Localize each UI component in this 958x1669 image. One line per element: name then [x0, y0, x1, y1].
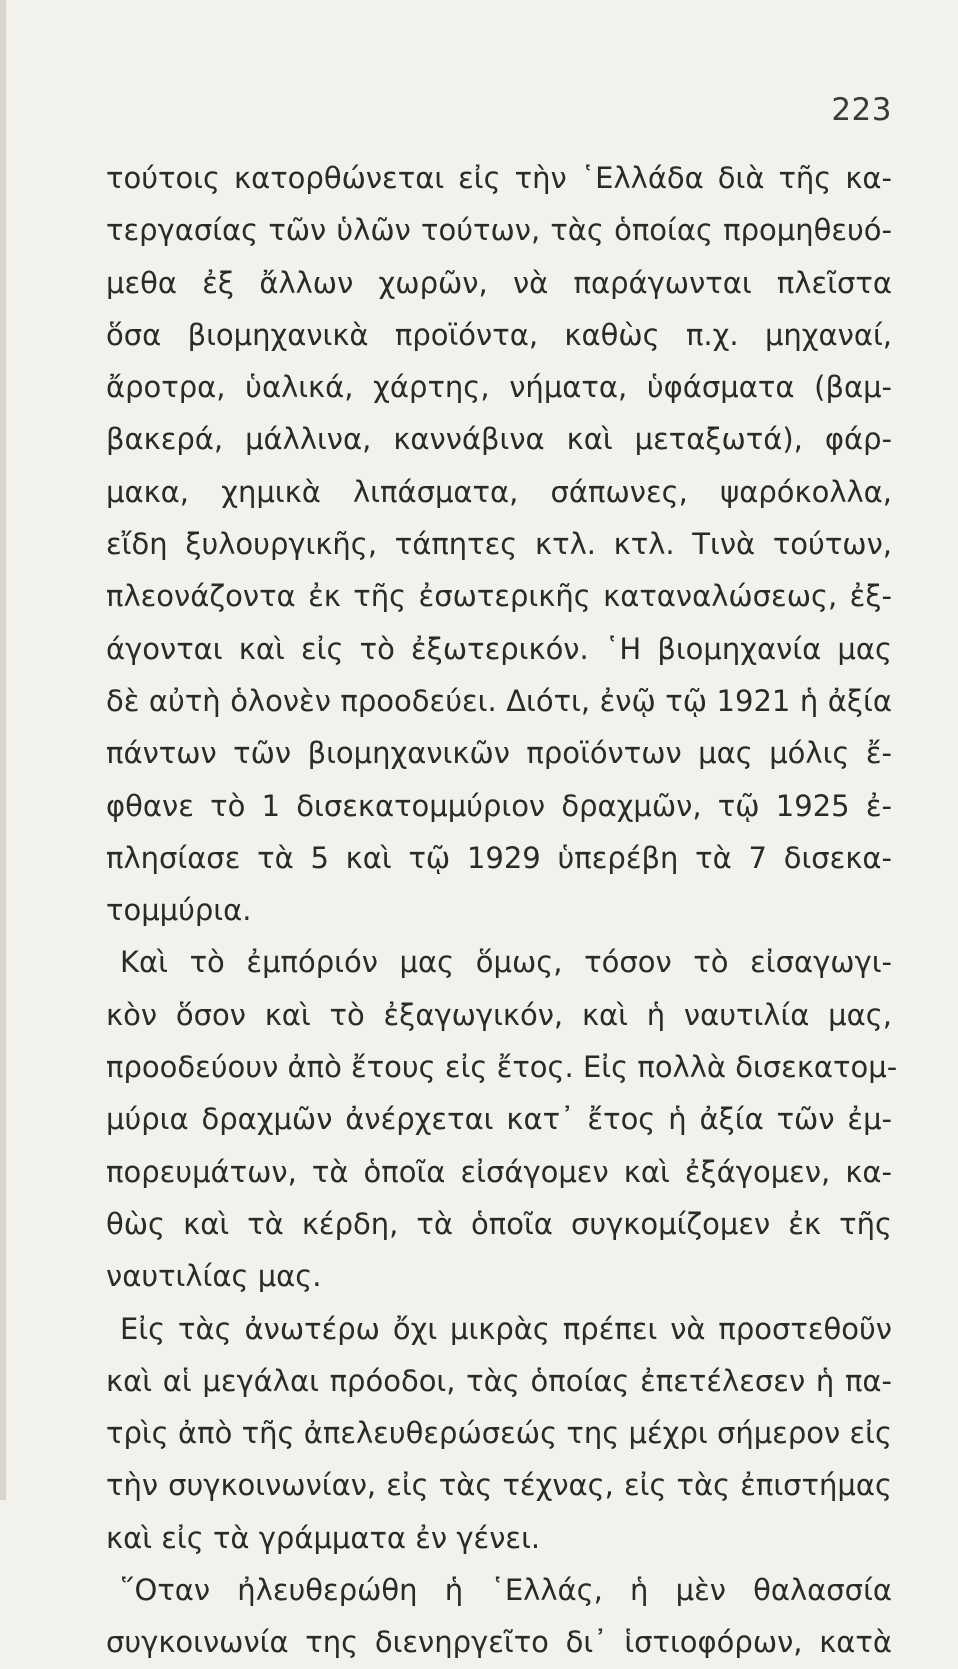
text-line: μεθα ἐξ ἄλλων χωρῶν, νὰ παράγωνται πλεῖστα — [106, 265, 892, 300]
text-line: πλησίασε τὰ 5 καὶ τῷ 1929 ὑπερέβη τὰ 7 δισεκα- — [106, 840, 892, 875]
text-line: δὲ αὐτὴ ὁλονὲν προοδεύει. Διότι, ἐνῷ τῷ 1921 ἡ ἀξία — [106, 683, 892, 718]
page-binding-edge — [0, 0, 6, 1500]
text-line: προοδεύουν ἀπὸ ἔτους εἰς ἔτος. Εἰς πολλὰ δισεκατομ- — [106, 1050, 898, 1085]
text-line: Καὶ τὸ ἐμπόριόν μας ὅμως, τόσον τὸ εἰσαγωγι- — [120, 945, 892, 980]
text-line: φθανε τὸ 1 δισεκατομμύριον δραχμῶν, τῷ 1925 ἐ- — [106, 788, 892, 823]
text-line: συγκοινωνία της διενηργεῖτο δι᾿ ἱστιοφόρων, κατὰ — [106, 1625, 892, 1660]
text-line: ῞Οταν ἠλευθερώθη ἡ ῾Ελλάς, ἡ μὲν θαλασσία — [120, 1573, 892, 1608]
text-line: ὅσα βιομηχανικὰ προϊόντα, καθὼς π.χ. μηχαναί, — [106, 317, 892, 352]
text-line: εἴδη ξυλουργικῆς, τάπητες κτλ. κτλ. Τινὰ τούτων, — [106, 527, 892, 562]
text-line: τομμύρια. — [106, 893, 252, 928]
text-line: τεργασίας τῶν ὑλῶν τούτων, τὰς ὁποίας προμηθευό- — [106, 213, 892, 248]
text-line: πάντων τῶν βιομηχανικῶν προϊόντων μας μόλις ἔ- — [106, 736, 892, 771]
text-line: Εἰς τὰς ἀνωτέρω ὄχι μικρὰς πρέπει νὰ προστεθοῦν — [120, 1311, 892, 1346]
text-line: άγονται καὶ εἰς τὸ ἐξωτερικόν. ῾Η βιομηχανία μας — [106, 631, 892, 666]
page-number: 223 — [831, 92, 892, 128]
text-line: μύρια δραχμῶν ἀνέρχεται κατ᾿ ἔτος ἡ ἀξία τῶν ἐμ- — [106, 1102, 892, 1137]
text-line: κὸν ὅσον καὶ τὸ ἐξαγωγικόν, καὶ ἡ ναυτιλία μας, — [106, 997, 892, 1032]
text-line: ναυτιλίας μας. — [106, 1259, 322, 1294]
text-line: τρὶς ἀπὸ τῆς ἀπελευθερώσεώς της μέχρι σήμερον εἰς — [106, 1416, 892, 1451]
text-line: πορευμάτων, τὰ ὁποῖα εἰσάγομεν καὶ ἐξάγομεν, κα- — [106, 1154, 892, 1189]
text-line: καὶ εἰς τὰ γράμματα ἐν γένει. — [106, 1520, 541, 1555]
text-line: μακα, χημικὰ λιπάσματα, σάπωνες, ψαρόκολλα, — [106, 474, 892, 509]
text-line: πλεονάζοντα ἐκ τῆς ἐσωτερικῆς καταναλώσεως, ἐξ- — [106, 579, 892, 614]
text-line: καὶ αἱ μεγάλαι πρόοδοι, τὰς ὁποίας ἐπετέλεσεν ἡ πα- — [106, 1363, 892, 1398]
text-line: τούτοις κατορθώνεται εἰς τὴν ῾Ελλάδα διὰ τῆς κα- — [106, 161, 892, 195]
text-line: θὼς καὶ τὰ κέρδη, τὰ ὁποῖα συγκομίζομεν ἐκ τῆς — [106, 1206, 892, 1241]
text-line: τὴν συγκοινωνίαν, εἰς τὰς τέχνας, εἰς τὰς ἐπιστήμας — [106, 1468, 892, 1503]
text-line: βακερά, μάλλινα, καννάβινα καὶ μεταξωτά), φάρ- — [106, 422, 892, 457]
text-line: ἄροτρα, ὑαλικά, χάρτης, νήματα, ὑφάσματα (βαμ- — [106, 370, 892, 405]
body-text — [106, 152, 898, 1669]
